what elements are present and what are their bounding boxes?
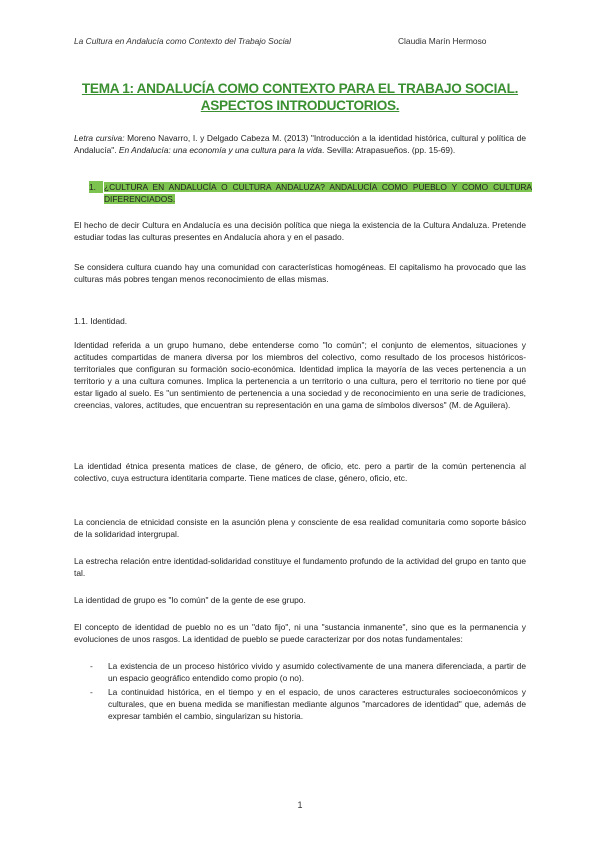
section-1-heading-text: ¿CULTURA EN ANDALUCÍA O CULTURA ANDALUZA? ANDALUCÍA COMO PUEBLO Y COMO CULTURA DIFERENCIADOS. <box>104 182 532 204</box>
paragraph-7: La identidad de grupo es "lo común" de la gente de ese grupo. <box>74 595 306 605</box>
list-item <box>90 686 526 722</box>
subheading-identidad: 1.1. Identidad. <box>74 316 128 326</box>
paragraph-2: Se considera cultura cuando hay una comunidad con características homogéneas. El capitalismo ha provocado que las culturas más pobres tengan menos reconocimiento de ellas mismas. <box>74 262 526 284</box>
header-author: Claudia Marín Hermoso <box>398 36 487 46</box>
page-title <box>60 80 540 114</box>
list-item <box>90 660 526 684</box>
reference-rest: . Sevilla: Atrapasueños. (pp. 15-69). <box>322 145 456 155</box>
paragraph-4: La identidad étnica presenta matices de clase, de género, de oficio, etc. pero a partir de la común pertenencia al colectivo, cuya estructura identitaria comparte. Tiene matices de clase, género, oficio, etc. <box>74 461 526 483</box>
paragraph-3: Identidad referida a un grupo humano, debe entenderse como "lo común"; el conjunto de elementos, situaciones y actitudes compartidas de manera diversa por los miembros del colectivo, como resultado de los procesos históricos-territoriales que configuran su formación socio-económica. Identidad implica la mayoría de las veces pertenencia a un territorio y a una cultura comunes. Implica la pertenencia a un territorio o una cultura, pero el territorio no tiene por qué estar ligado al suelo. Es "un sentimiento de pertenencia a una sociedad y de reconocimiento en una serie de tradiciones, creencias, valores, actitudes, que encuentran su representación en una gama de símbolos diversos" (M. de Aguilera). <box>74 340 526 410</box>
page-number: 1 <box>297 800 303 810</box>
paragraph-5: La conciencia de etnicidad consiste en la asunción plena y consciente de esa realidad comunitaria como soporte básico de la solidaridad intergrupal. <box>74 517 526 539</box>
bullet-list <box>90 660 526 724</box>
header-course-title: La Cultura en Andalucía como Contexto del Trabajo Social <box>74 36 291 46</box>
reference-book: En Andalucía: una economía y una cultura para la vida <box>118 145 323 155</box>
reference-label: Letra cursiva: <box>74 133 125 143</box>
list-item-1-text: La existencia de un proceso histórico vivido y asumido colectivamente de una manera diferenciada, a partir de un espacio geográfico entendido como propio (o no). <box>108 661 526 683</box>
list-dash: - <box>90 661 93 671</box>
paragraph-1: El hecho de decir Cultura en Andalucía es una decisión política que niega la existencia de la Cultura Andaluza. Pretende estudiar todas las culturas presentes en Andalucía ahora y en el pasado. <box>74 220 526 242</box>
list-item-2-text: La continuidad histórica, en el tiempo y en el espacio, de unos caracteres estructurales socioeconómicos y culturales, que en buena medida se manifiestan mediante algunos "marcadores de identidad" que, además de expresar también el cambio, singularizan su historia. <box>108 687 526 721</box>
reference-citation <box>74 132 526 156</box>
section-1-number: 1. <box>89 181 103 193</box>
title-line-2: ASPECTOS INTRODUCTORIOS. <box>200 98 400 113</box>
reference-authors: Moreno Navarro, I. y Delgado Cabeza M. (2013) "Introducción a la identidad histórica, cultural y política de Andalucía". <box>74 133 526 155</box>
paragraph-8: El concepto de identidad de pueblo no es un "dato fijo", ni una "sustancia inmanente", sino que es la permanencia y evoluciones de unos rasgos. La identidad de pueblo se puede caracterizar por dos notas fundamentales: <box>74 622 526 644</box>
list-dash: - <box>90 687 93 697</box>
title-line-1: TEMA 1: ANDALUCÍA COMO CONTEXTO PARA EL TRABAJO SOCIAL. <box>81 81 519 96</box>
paragraph-6: La estrecha relación entre identidad-solidaridad constituye el fundamento profundo de la actividad del grupo en tanto que tal. <box>74 556 526 578</box>
section-1-heading <box>89 181 532 205</box>
